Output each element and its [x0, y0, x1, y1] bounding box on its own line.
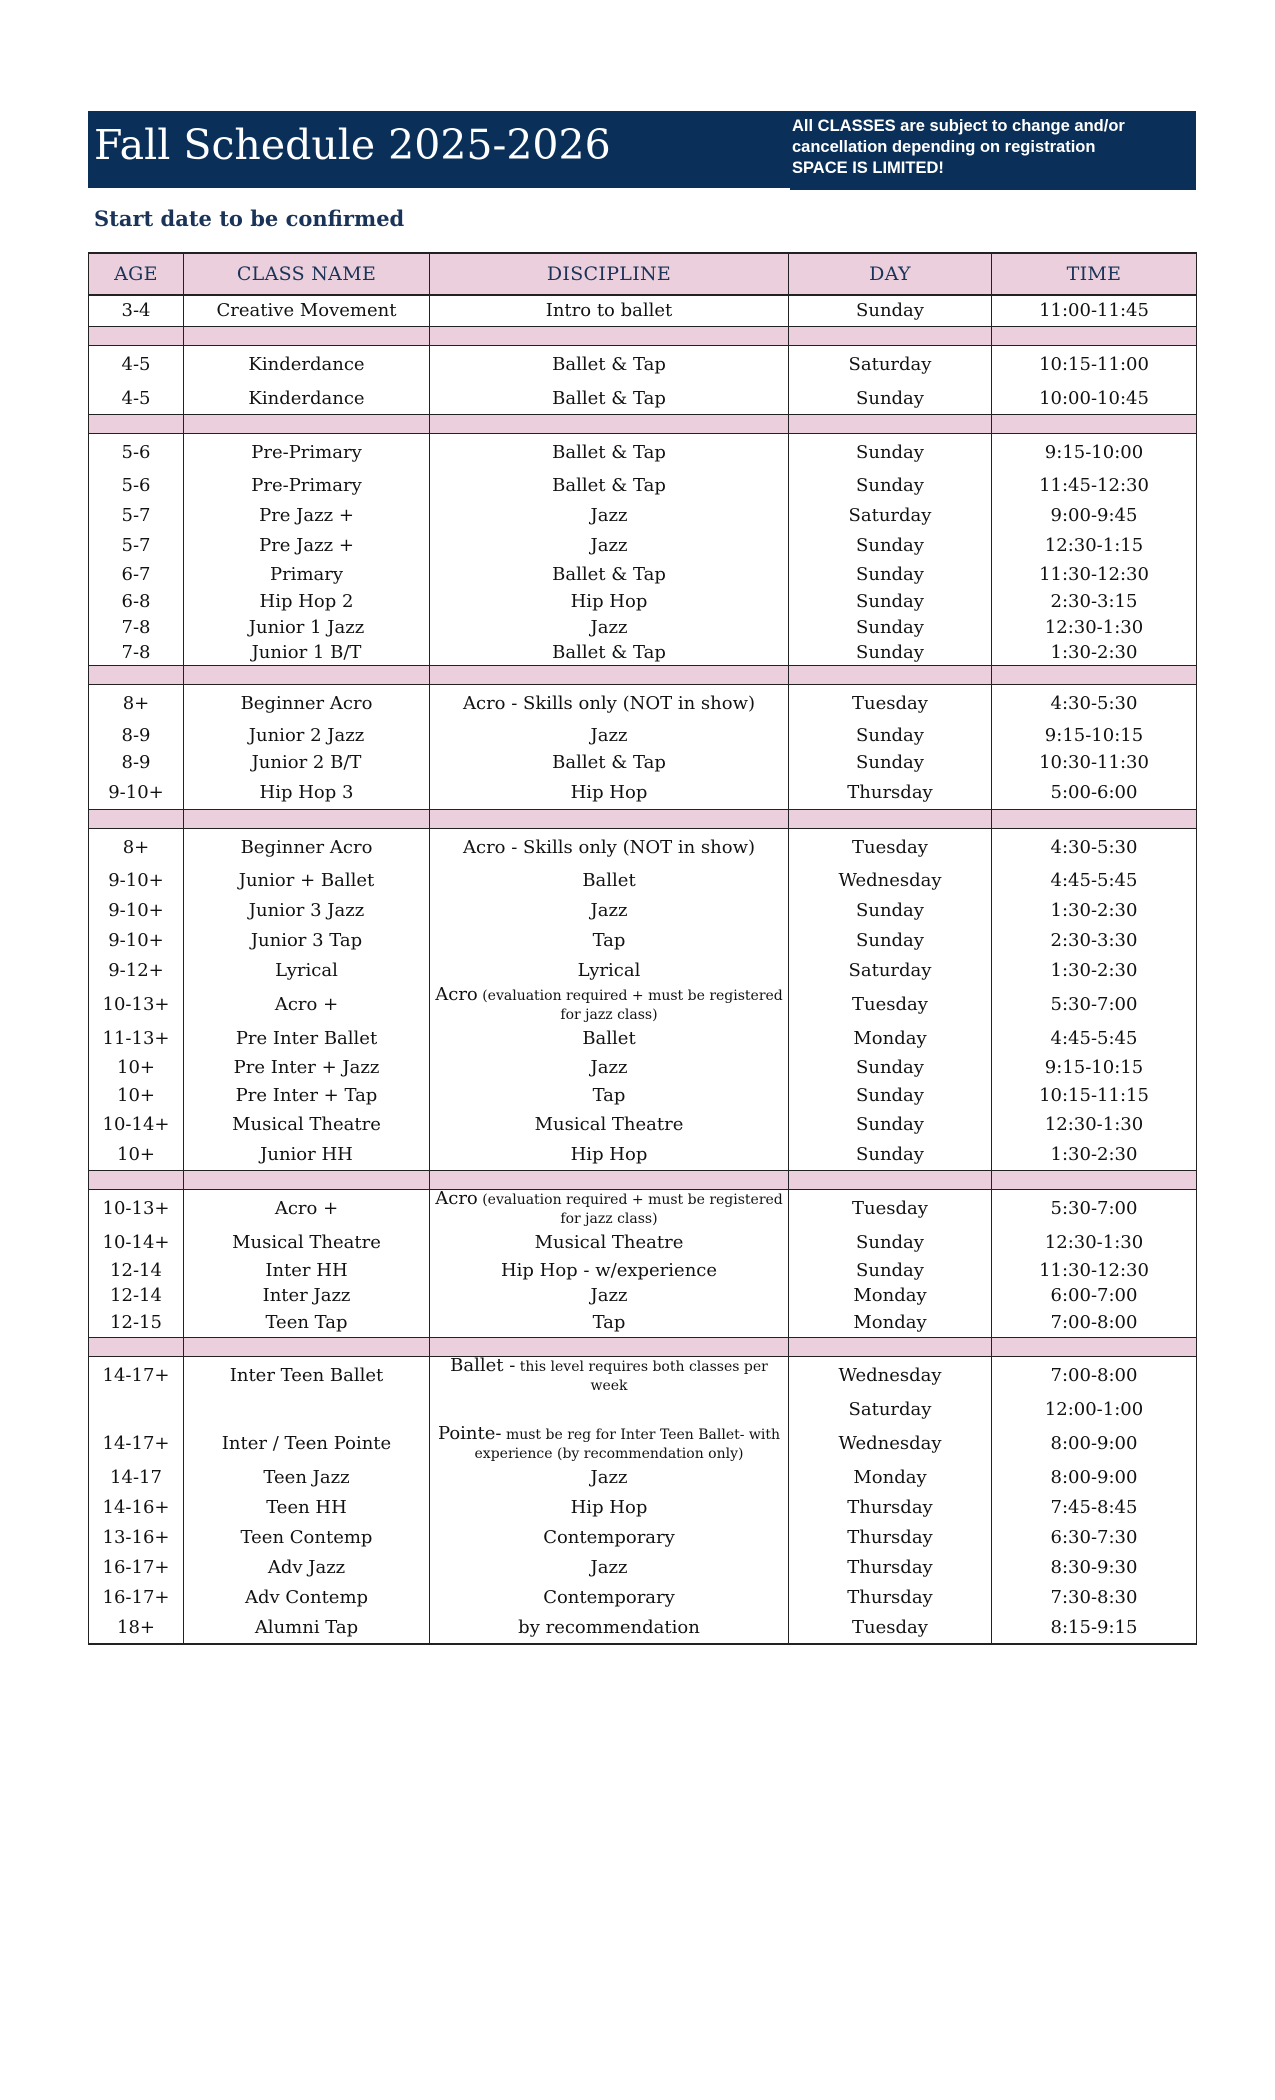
class-name-cell: Pre Jazz + [184, 501, 430, 531]
time-cell: 1:30-2:30 [992, 1140, 1197, 1171]
day-cell: Saturday [789, 956, 992, 986]
class-name-cell: Pre Inter + Tap [184, 1082, 430, 1110]
group-separator [89, 327, 1197, 346]
class-name-cell: Alumni Tap [184, 1613, 430, 1644]
time-cell: 10:30-11:30 [992, 749, 1197, 776]
table-row [89, 588, 1197, 615]
discipline-cell: Intro to ballet [430, 295, 789, 327]
class-name-cell: Teen HH [184, 1493, 430, 1523]
group-separator [89, 1338, 1197, 1357]
separator-cell [184, 415, 430, 434]
time-cell: 1:30-2:30 [992, 896, 1197, 926]
discipline-cell: Jazz [430, 1463, 789, 1493]
age-cell: 4-5 [89, 346, 184, 385]
class-name-cell: Primary [184, 561, 430, 588]
separator-cell [430, 1171, 789, 1190]
class-name-cell: Pre Inter + Jazz [184, 1054, 430, 1082]
group-separator [89, 1171, 1197, 1190]
age-cell: 6-7 [89, 561, 184, 588]
age-cell: 14-16+ [89, 1493, 184, 1523]
age-cell: 9-12+ [89, 956, 184, 986]
day-cell: Sunday [789, 1140, 992, 1171]
class-name-cell: Acro + [184, 1190, 430, 1229]
time-cell: 6:00-7:00 [992, 1284, 1197, 1308]
class-name-cell: Junior HH [184, 1140, 430, 1171]
discipline-cell: Musical Theatre [430, 1110, 789, 1140]
age-cell: 8+ [89, 685, 184, 723]
class-name-cell: Beginner Acro [184, 685, 430, 723]
separator-cell [992, 1171, 1197, 1190]
discipline-cell: Ballet & Tap [430, 471, 789, 501]
age-cell: 5-7 [89, 531, 184, 561]
disclaimer-line: cancellation depending on registration [792, 138, 1096, 156]
discipline-cell: Tap [430, 926, 789, 956]
class-name-cell: Kinderdance [184, 346, 430, 385]
class-name-cell: Lyrical [184, 956, 430, 986]
schedule-body [89, 295, 1197, 1644]
discipline-text: Pointe- [437, 1425, 502, 1444]
table-row [89, 501, 1197, 531]
age-cell: 10-13+ [89, 986, 184, 1024]
age-cell: 10-13+ [89, 1190, 184, 1229]
age-cell: 9-10+ [89, 776, 184, 810]
age-cell: 5-6 [89, 471, 184, 501]
discipline-cell: Hip Hop [430, 776, 789, 810]
table-row [89, 531, 1197, 561]
class-name-cell: Junior 1 Jazz [184, 615, 430, 640]
group-separator [89, 810, 1197, 829]
discipline-cell: Jazz [430, 531, 789, 561]
age-cell: 10-14+ [89, 1110, 184, 1140]
discipline-cell: Jazz [430, 1553, 789, 1583]
discipline-cell: Contemporary [430, 1583, 789, 1613]
table-row [89, 346, 1197, 385]
day-cell: Sunday [789, 1110, 992, 1140]
separator-cell [89, 666, 184, 685]
separator-cell [89, 1171, 184, 1190]
time-cell: 8:00-9:00 [992, 1425, 1197, 1463]
table-row [89, 295, 1197, 327]
column-header-age: AGE [89, 253, 184, 295]
time-cell: 8:00-9:00 [992, 1463, 1197, 1493]
table-row [89, 1395, 1197, 1425]
table-row [89, 615, 1197, 640]
table-row [89, 1357, 1197, 1396]
day-cell: Wednesday [789, 1357, 992, 1396]
time-cell: 7:00-8:00 [992, 1308, 1197, 1338]
separator-cell [992, 666, 1197, 685]
separator-cell [89, 1338, 184, 1357]
day-cell: Tuesday [789, 1613, 992, 1644]
discipline-cell: Jazz [430, 501, 789, 531]
group-separator [89, 666, 1197, 685]
time-cell: 4:45-5:45 [992, 1024, 1197, 1054]
separator-cell [430, 666, 789, 685]
day-cell: Thursday [789, 776, 992, 810]
day-cell: Thursday [789, 1553, 992, 1583]
time-cell: 12:30-1:30 [992, 1228, 1197, 1257]
class-name-cell: Junior 3 Tap [184, 926, 430, 956]
table-row [89, 561, 1197, 588]
time-cell: 11:45-12:30 [992, 471, 1197, 501]
day-cell: Sunday [789, 1082, 992, 1110]
age-cell: 14-17 [89, 1463, 184, 1493]
column-header-day: DAY [789, 253, 992, 295]
class-name-cell: Junior 1 B/T [184, 640, 430, 666]
discipline-text: Ballet - [450, 1356, 516, 1376]
class-name-cell: Adv Jazz [184, 1553, 430, 1583]
class-name-cell: Pre Jazz + [184, 531, 430, 561]
table-row [89, 776, 1197, 810]
day-cell: Thursday [789, 1583, 992, 1613]
age-cell: 8+ [89, 829, 184, 867]
time-cell: 9:15-10:15 [992, 722, 1197, 749]
discipline-cell: Ballet & Tap [430, 384, 789, 415]
discipline-cell: Ballet & Tap [430, 749, 789, 776]
table-row [89, 1284, 1197, 1308]
separator-cell [89, 327, 184, 346]
age-cell: 8-9 [89, 722, 184, 749]
class-name-cell: Inter Jazz [184, 1284, 430, 1308]
day-cell: Sunday [789, 615, 992, 640]
disclaimer-line: SPACE IS LIMITED! [792, 159, 944, 177]
separator-cell [430, 810, 789, 829]
day-cell: Sunday [789, 722, 992, 749]
class-name-cell: Teen Jazz [184, 1463, 430, 1493]
page-title: Fall Schedule 2025-2026 [94, 121, 611, 169]
discipline-cell: Jazz [430, 1054, 789, 1082]
discipline-cell: Musical Theatre [430, 1228, 789, 1257]
class-name-cell: Pre-Primary [184, 434, 430, 472]
table-row [89, 986, 1197, 1024]
day-cell: Saturday [789, 501, 992, 531]
table-row [89, 1553, 1197, 1583]
age-cell: 3-4 [89, 295, 184, 327]
age-cell: 5-7 [89, 501, 184, 531]
class-name-cell: Creative Movement [184, 295, 430, 327]
disclaimer-line: All CLASSES are subject to change and/or [792, 117, 1125, 135]
day-cell: Sunday [789, 896, 992, 926]
separator-cell [789, 1338, 992, 1357]
class-name-cell: Adv Contemp [184, 1583, 430, 1613]
day-cell: Sunday [789, 1054, 992, 1082]
separator-cell [184, 1171, 430, 1190]
discipline-cell [430, 1357, 789, 1396]
table-row [89, 1110, 1197, 1140]
table-row [89, 722, 1197, 749]
age-cell: 12-15 [89, 1308, 184, 1338]
day-cell: Sunday [789, 926, 992, 956]
discipline-note: (evaluation required + must be registered for jazz class) [477, 988, 783, 1023]
day-cell: Monday [789, 1308, 992, 1338]
table-row [89, 1425, 1197, 1463]
time-cell: 4:45-5:45 [992, 866, 1197, 896]
day-cell: Sunday [789, 588, 992, 615]
discipline-cell: Ballet [430, 866, 789, 896]
class-name-cell: Acro + [184, 986, 430, 1024]
table-row [89, 1463, 1197, 1493]
time-cell: 7:30-8:30 [992, 1583, 1197, 1613]
separator-cell [992, 1338, 1197, 1357]
time-cell: 5:00-6:00 [992, 776, 1197, 810]
discipline-cell [430, 1190, 789, 1229]
time-cell: 10:15-11:00 [992, 346, 1197, 385]
discipline-cell: Jazz [430, 1284, 789, 1308]
age-cell: 11-13+ [89, 1024, 184, 1054]
separator-cell [430, 415, 789, 434]
class-name-cell: Pre Inter Ballet [184, 1024, 430, 1054]
table-row [89, 1140, 1197, 1171]
table-row [89, 434, 1197, 472]
age-cell: 9-10+ [89, 866, 184, 896]
day-cell: Saturday [789, 346, 992, 385]
age-cell: 13-16+ [89, 1523, 184, 1553]
class-name-cell: Kinderdance [184, 384, 430, 415]
age-cell: 14-17+ [89, 1425, 184, 1463]
class-name-cell: Teen Contemp [184, 1523, 430, 1553]
discipline-cell: Ballet & Tap [430, 640, 789, 666]
day-cell: Tuesday [789, 1190, 992, 1229]
separator-cell [992, 327, 1197, 346]
age-cell: 10+ [89, 1140, 184, 1171]
discipline-note: must be reg for Inter Teen Ballet- with experience (by recommendation only) [474, 1427, 781, 1462]
day-cell: Sunday [789, 1228, 992, 1257]
class-name-cell: Junior + Ballet [184, 866, 430, 896]
age-cell: 16-17+ [89, 1583, 184, 1613]
class-name-cell: Junior 2 B/T [184, 749, 430, 776]
table-row [89, 640, 1197, 666]
age-cell: 8-9 [89, 749, 184, 776]
discipline-note: this level requires both classes per week [515, 1359, 768, 1394]
time-cell: 11:30-12:30 [992, 1257, 1197, 1284]
time-cell: 10:00-10:45 [992, 384, 1197, 415]
day-cell: Thursday [789, 1523, 992, 1553]
discipline-cell: Hip Hop [430, 588, 789, 615]
discipline-cell: Tap [430, 1308, 789, 1338]
time-cell: 12:30-1:15 [992, 531, 1197, 561]
table-row [89, 956, 1197, 986]
discipline-cell: Hip Hop - w/experience [430, 1257, 789, 1284]
age-cell [89, 1395, 184, 1425]
day-cell: Monday [789, 1024, 992, 1054]
separator-cell [789, 1171, 992, 1190]
table-row [89, 1493, 1197, 1523]
discipline-cell: by recommendation [430, 1613, 789, 1644]
separator-cell [430, 1338, 789, 1357]
age-cell: 12-14 [89, 1284, 184, 1308]
time-cell: 2:30-3:30 [992, 926, 1197, 956]
age-cell: 7-8 [89, 615, 184, 640]
column-header-class-name: CLASS NAME [184, 253, 430, 295]
table-row [89, 1523, 1197, 1553]
time-cell: 4:30-5:30 [992, 829, 1197, 867]
time-cell: 9:15-10:00 [992, 434, 1197, 472]
discipline-cell: Acro - Skills only (NOT in show) [430, 685, 789, 723]
day-cell: Sunday [789, 471, 992, 501]
table-row [89, 1082, 1197, 1110]
age-cell: 16-17+ [89, 1553, 184, 1583]
schedule-disclaimer [792, 116, 1192, 179]
separator-cell [89, 810, 184, 829]
table-row [89, 1257, 1197, 1284]
discipline-note: (evaluation required + must be registered for jazz class) [477, 1192, 783, 1227]
separator-cell [184, 810, 430, 829]
time-cell: 2:30-3:15 [992, 588, 1197, 615]
class-name-cell: Junior 2 Jazz [184, 722, 430, 749]
discipline-cell: Ballet & Tap [430, 561, 789, 588]
time-cell: 5:30-7:00 [992, 986, 1197, 1024]
table-row [89, 926, 1197, 956]
table-row [89, 1190, 1197, 1229]
day-cell: Sunday [789, 384, 992, 415]
disclaimer-underline [790, 187, 1196, 190]
class-name-cell: Inter HH [184, 1257, 430, 1284]
column-header-discipline: DISCIPLINE [430, 253, 789, 295]
class-name-cell: Musical Theatre [184, 1228, 430, 1257]
start-date-note: Start date to be confirmed [94, 206, 405, 231]
discipline-cell: Tap [430, 1082, 789, 1110]
separator-cell [184, 327, 430, 346]
age-cell: 9-10+ [89, 896, 184, 926]
table-row [89, 384, 1197, 415]
age-cell: 6-8 [89, 588, 184, 615]
table-row [89, 829, 1197, 867]
age-cell: 10+ [89, 1082, 184, 1110]
discipline-cell: Jazz [430, 615, 789, 640]
time-cell: 9:15-10:15 [992, 1054, 1197, 1082]
schedule-table [88, 252, 1197, 1645]
day-cell: Sunday [789, 749, 992, 776]
time-cell: 7:45-8:45 [992, 1493, 1197, 1523]
discipline-cell: Contemporary [430, 1523, 789, 1553]
separator-cell [789, 327, 992, 346]
time-cell: 11:30-12:30 [992, 561, 1197, 588]
separator-cell [430, 327, 789, 346]
separator-cell [992, 415, 1197, 434]
discipline-cell [430, 986, 789, 1024]
day-cell: Sunday [789, 434, 992, 472]
class-name-cell: Musical Theatre [184, 1110, 430, 1140]
table-header-row [89, 253, 1197, 295]
day-cell: Saturday [789, 1395, 992, 1425]
day-cell: Wednesday [789, 866, 992, 896]
time-cell: 8:30-9:30 [992, 1553, 1197, 1583]
discipline-cell [430, 1425, 789, 1463]
time-cell: 1:30-2:30 [992, 640, 1197, 666]
class-name-cell: Hip Hop 3 [184, 776, 430, 810]
day-cell: Sunday [789, 640, 992, 666]
discipline-cell: Hip Hop [430, 1140, 789, 1171]
time-cell: 6:30-7:30 [992, 1523, 1197, 1553]
group-separator [89, 415, 1197, 434]
time-cell: 9:00-9:45 [992, 501, 1197, 531]
separator-cell [789, 415, 992, 434]
age-cell: 5-6 [89, 434, 184, 472]
time-cell: 12:00-1:00 [992, 1395, 1197, 1425]
class-name-cell: Hip Hop 2 [184, 588, 430, 615]
separator-cell [789, 810, 992, 829]
class-name-cell: Teen Tap [184, 1308, 430, 1338]
class-name-cell: Beginner Acro [184, 829, 430, 867]
discipline-cell: Acro - Skills only (NOT in show) [430, 829, 789, 867]
day-cell: Sunday [789, 561, 992, 588]
age-cell: 4-5 [89, 384, 184, 415]
discipline-text: Acro [435, 986, 478, 1005]
separator-cell [992, 810, 1197, 829]
day-cell: Sunday [789, 1257, 992, 1284]
discipline-cell: Ballet & Tap [430, 434, 789, 472]
class-name-cell: Junior 3 Jazz [184, 896, 430, 926]
table-row [89, 1613, 1197, 1644]
separator-cell [184, 666, 430, 685]
table-row [89, 896, 1197, 926]
discipline-cell: Lyrical [430, 956, 789, 986]
age-cell: 12-14 [89, 1257, 184, 1284]
time-cell: 7:00-8:00 [992, 1357, 1197, 1396]
table-row [89, 685, 1197, 723]
class-name-cell: Pre-Primary [184, 471, 430, 501]
time-cell: 12:30-1:30 [992, 1110, 1197, 1140]
class-name-cell [184, 1395, 430, 1425]
time-cell: 4:30-5:30 [992, 685, 1197, 723]
day-cell: Monday [789, 1463, 992, 1493]
table-row [89, 1583, 1197, 1613]
discipline-cell: Ballet [430, 1024, 789, 1054]
table-row [89, 1308, 1197, 1338]
table-row [89, 1228, 1197, 1257]
discipline-text: Acro [435, 1189, 478, 1209]
table-row [89, 749, 1197, 776]
table-row [89, 1054, 1197, 1082]
discipline-cell: Jazz [430, 896, 789, 926]
day-cell: Sunday [789, 531, 992, 561]
age-cell: 7-8 [89, 640, 184, 666]
separator-cell [89, 415, 184, 434]
day-cell: Thursday [789, 1493, 992, 1523]
table-row [89, 866, 1197, 896]
day-cell: Wednesday [789, 1425, 992, 1463]
day-cell: Monday [789, 1284, 992, 1308]
discipline-cell: Hip Hop [430, 1493, 789, 1523]
age-cell: 10-14+ [89, 1228, 184, 1257]
time-cell: 8:15-9:15 [992, 1613, 1197, 1644]
time-cell: 5:30-7:00 [992, 1190, 1197, 1229]
age-cell: 18+ [89, 1613, 184, 1644]
discipline-cell: Ballet & Tap [430, 346, 789, 385]
column-header-time: TIME [992, 253, 1197, 295]
discipline-cell [430, 1395, 789, 1425]
age-cell: 14-17+ [89, 1357, 184, 1396]
discipline-cell: Jazz [430, 722, 789, 749]
time-cell: 1:30-2:30 [992, 956, 1197, 986]
class-name-cell: Inter Teen Ballet [184, 1357, 430, 1396]
separator-cell [789, 666, 992, 685]
day-cell: Tuesday [789, 986, 992, 1024]
day-cell: Tuesday [789, 685, 992, 723]
day-cell: Sunday [789, 295, 992, 327]
class-name-cell: Inter / Teen Pointe [184, 1425, 430, 1463]
day-cell: Tuesday [789, 829, 992, 867]
time-cell: 11:00-11:45 [992, 295, 1197, 327]
separator-cell [184, 1338, 430, 1357]
time-cell: 12:30-1:30 [992, 615, 1197, 640]
table-row [89, 471, 1197, 501]
age-cell: 9-10+ [89, 926, 184, 956]
age-cell: 10+ [89, 1054, 184, 1082]
table-row [89, 1024, 1197, 1054]
time-cell: 10:15-11:15 [992, 1082, 1197, 1110]
